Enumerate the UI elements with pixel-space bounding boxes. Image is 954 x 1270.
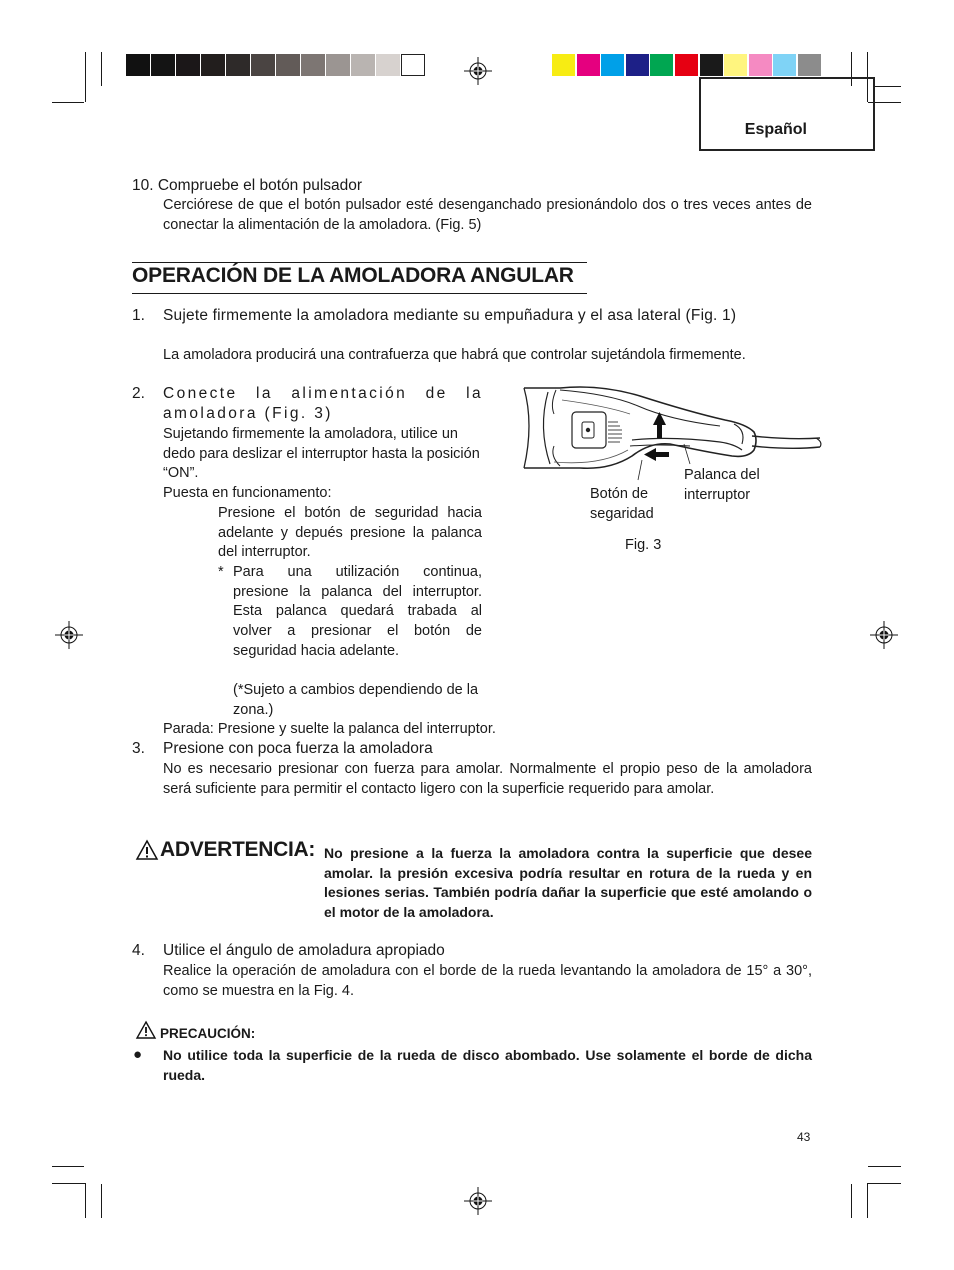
registration-mark-top <box>464 57 492 85</box>
grayscale-swatch <box>251 54 275 76</box>
section-title-rule-top <box>132 262 587 263</box>
grayscale-swatch <box>151 54 175 76</box>
grayscale-swatch <box>376 54 400 76</box>
color-swatch <box>749 54 772 76</box>
registration-mark-right <box>870 621 898 649</box>
color-swatch <box>577 54 600 76</box>
item-4-body: Realice la operación de amoladura con el borde de la rueda levantando la amoladora de 15° a 30°, como se muestra en la Fig. 4. <box>163 963 812 999</box>
item-3-number: 3. <box>132 740 145 757</box>
grayscale-swatch <box>401 54 425 76</box>
color-swatch <box>798 54 821 76</box>
color-swatch <box>601 54 624 76</box>
color-swatch <box>552 54 575 76</box>
caution-triangle-icon <box>136 1021 156 1039</box>
item-3-heading: Presione con poca fuerza la amoladora <box>163 740 433 757</box>
figure-label-safety-button <box>590 485 654 524</box>
registration-mark-left <box>55 621 83 649</box>
warning-text: No presione a la fuerza la amoladora contra la superficie que desee amolar. la presión excesiva podría resultar en rotura de la rueda y en lesiones serias. También podría dañar la superficie que esté amolando o el motor de la amoladora. <box>324 845 812 921</box>
grayscale-swatch <box>326 54 350 76</box>
item-2-note-sub: (*Sujeto a cambios dependiendo de la zona.) <box>233 682 479 718</box>
item-2-body: Sujetando firmemente la amoladora, utilice un dedo para deslizar el interruptor hasta la posición “ON”. <box>163 426 480 482</box>
language-tab <box>699 77 875 151</box>
section-10-body: Cerciórese de que el botón pulsador esté desenganchado presionándolo dos o tres veces antes de conectar la alimentación de la amoladora. (Fig. 5) <box>163 197 812 233</box>
item-4-heading: Utilice el ángulo de amoladura apropiado <box>163 942 445 959</box>
figure-label-switch-line-1: Palanca del <box>684 467 760 483</box>
item-2-note-text: Para una utilización continua, presione la palanca del interruptor. Esta palanca quedará trabada al volver a presionar el botón de seguridad hacia adelante. <box>233 564 482 659</box>
warning-triangle-icon <box>136 840 158 860</box>
arrow-up-icon <box>653 412 666 438</box>
caution-text: No utilice toda la superficie de la rueda de disco abombado. Use solamente el borde de dicha rueda. <box>163 1047 812 1083</box>
grayscale-swatch <box>226 54 250 76</box>
caution-bullet: ● <box>133 1046 143 1063</box>
item-1-number: 1. <box>132 307 145 324</box>
section-10-heading: 10. Compruebe el botón pulsador <box>132 177 363 194</box>
item-2-note-mark: * <box>218 564 224 580</box>
grayscale-swatch <box>176 54 200 76</box>
warning-label: ADVERTENCIA: <box>160 838 316 861</box>
item-1-body: La amoladora producirá una contrafuerza que habrá que controlar sujetándola firmemente. <box>163 347 746 363</box>
grayscale-swatch <box>351 54 375 76</box>
grayscale-swatch <box>276 54 300 76</box>
item-4-number: 4. <box>132 942 145 959</box>
figure-label-switch-line-2: interruptor <box>684 486 751 503</box>
color-swatch <box>626 54 649 76</box>
color-swatch <box>650 54 673 76</box>
color-swatch <box>675 54 698 76</box>
item-2-start-text: Presione el botón de seguridad hacia adelante y depués presione la palanca del interruptor. <box>218 505 482 561</box>
item-1-heading: Sujete firmemente la amoladora mediante su empuñadura y el asa lateral (Fig. 1) <box>163 307 737 324</box>
color-swatch <box>700 54 723 76</box>
figure-caption: Fig. 3 <box>625 537 662 553</box>
grayscale-swatch <box>126 54 150 76</box>
item-2-heading: Conecte la alimentación de la amoladora (Fig. 3) <box>163 385 483 422</box>
grayscale-swatch <box>301 54 325 76</box>
item-2-start-label: Puesta en funcionamento: <box>163 485 332 501</box>
grayscale-swatch <box>201 54 225 76</box>
arrow-left-icon <box>644 448 669 461</box>
registration-mark-bottom <box>464 1187 492 1215</box>
item-3-body: No es necesario presionar con fuerza para amolar. Normalmente el propio peso de la amoladora será suficiente para permitir el contacto ligero con la superficie requerido para amolar. <box>163 761 812 797</box>
figure-label-button-line-1: Botón de <box>590 486 649 502</box>
caution-label: PRECAUCIÓN: <box>160 1026 256 1041</box>
figure-label-button-line-2: segaridad <box>590 505 654 522</box>
item-2-stop-text: Parada: Presione y suelte la palanca del interruptor. <box>163 721 496 737</box>
section-title-rule-bottom <box>132 293 587 294</box>
color-swatch <box>773 54 796 76</box>
language-label: Español <box>744 121 807 138</box>
section-title: OPERACIÓN DE LA AMOLADORA ANGULAR <box>132 264 574 287</box>
grinder-switch-illustration <box>520 384 826 476</box>
page-number: 43 <box>797 1130 811 1144</box>
color-swatch <box>724 54 747 76</box>
item-2-number: 2. <box>132 385 145 402</box>
figure-label-switch-lever <box>684 466 760 505</box>
